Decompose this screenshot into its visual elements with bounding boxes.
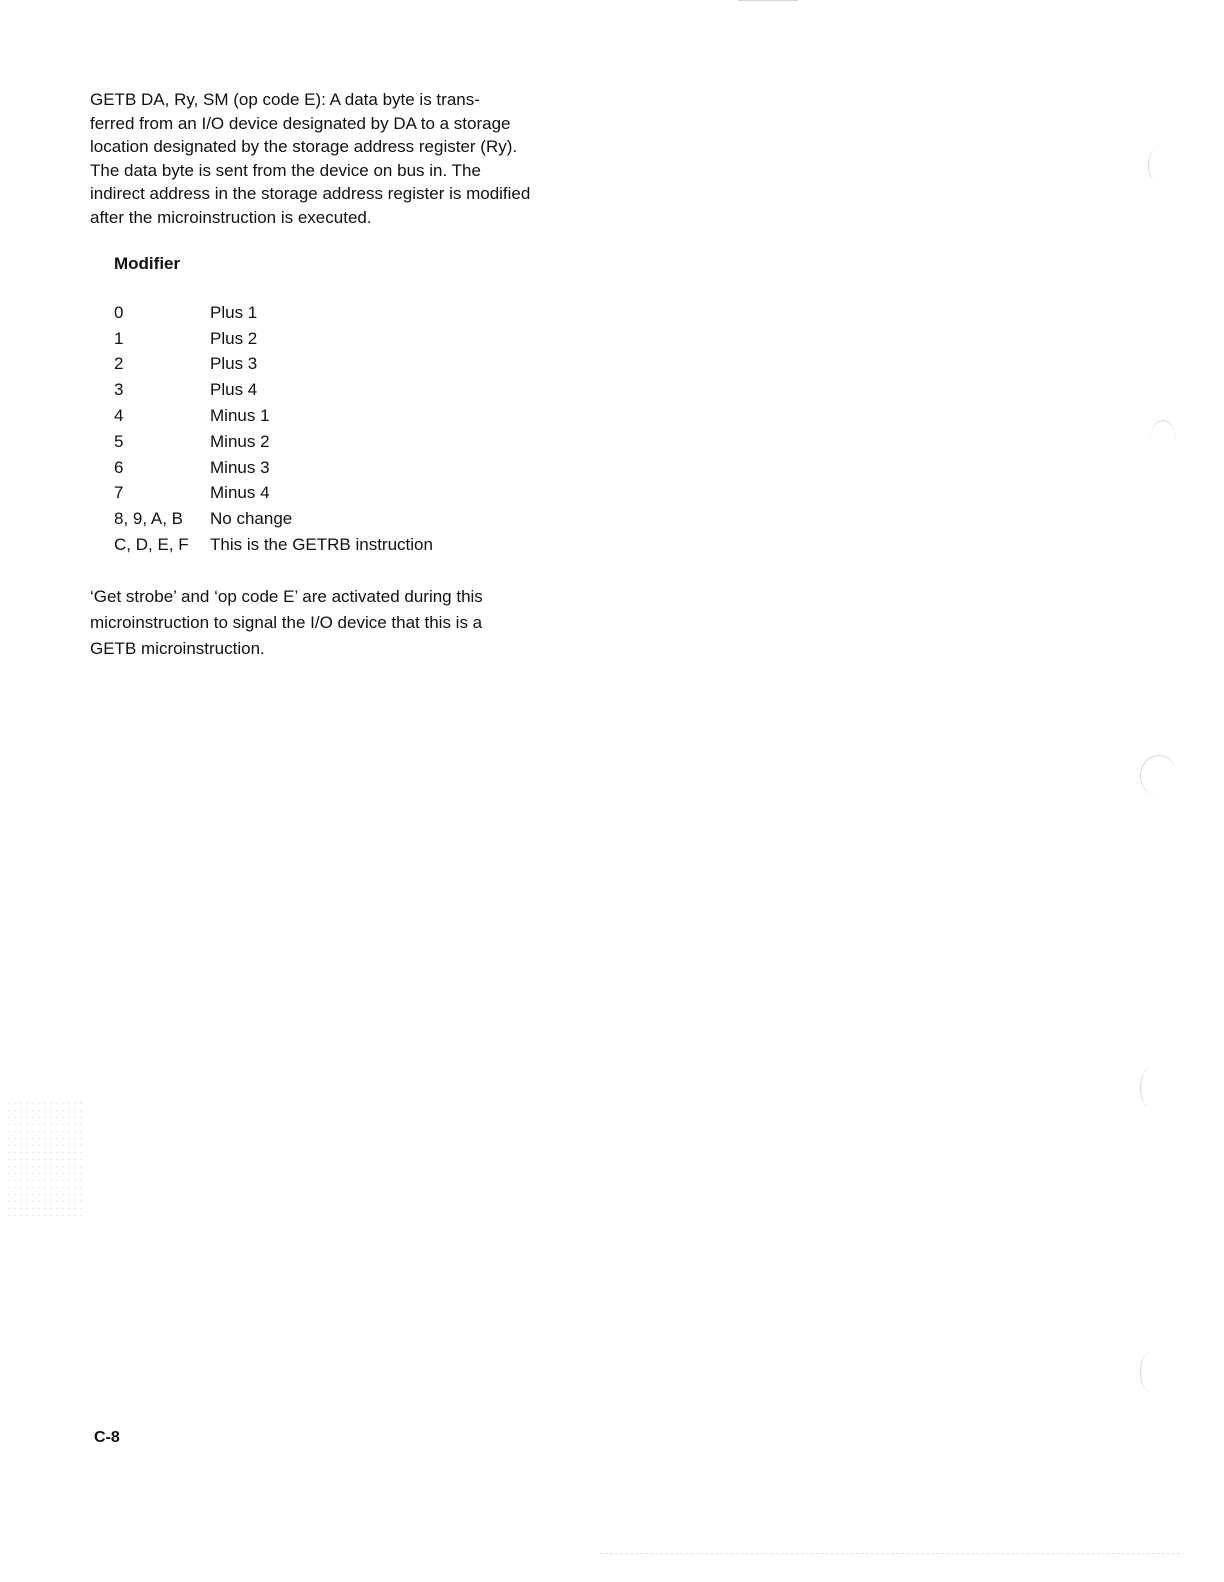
intro-paragraph bbox=[90, 88, 560, 230]
modifier-code: 7 bbox=[114, 483, 124, 503]
table-row bbox=[114, 326, 433, 352]
closing-line: microinstruction to signal the I/O device that this is a bbox=[90, 612, 483, 632]
modifier-code: C, D, E, F bbox=[114, 535, 189, 555]
intro-line: The data byte is sent from the device on bus in. The bbox=[90, 160, 481, 180]
intro-line: ferred from an I/O device designated by DA to a storage bbox=[90, 113, 511, 133]
modifier-meaning: Plus 2 bbox=[210, 328, 258, 348]
scan-edge-mark bbox=[1140, 1352, 1161, 1392]
modifier-code: 0 bbox=[114, 302, 124, 322]
modifier-code: 8, 9, A, B bbox=[114, 509, 183, 529]
modifier-meaning: Minus 3 bbox=[210, 457, 270, 477]
scan-edge-mark bbox=[1140, 755, 1177, 796]
table-row bbox=[114, 506, 433, 532]
modifier-code: 2 bbox=[114, 354, 124, 374]
table-row bbox=[114, 532, 433, 558]
closing-line: GETB microinstruction. bbox=[90, 638, 265, 658]
table-row bbox=[114, 481, 433, 507]
closing-line: ‘Get strobe’ and ‘op code E’ are activated during this bbox=[90, 587, 483, 606]
table-row bbox=[114, 455, 433, 481]
modifier-code: 1 bbox=[114, 328, 124, 348]
modifier-meaning: Plus 4 bbox=[210, 380, 258, 400]
modifier-meaning: Minus 1 bbox=[210, 406, 270, 426]
page-number: C-8 bbox=[94, 1429, 120, 1446]
intro-line: indirect address in the storage address register is modified bbox=[90, 184, 531, 204]
modifier-code: 4 bbox=[114, 406, 124, 426]
modifier-code: 3 bbox=[114, 380, 124, 400]
modifier-code: 5 bbox=[114, 431, 124, 451]
scan-bottom-line bbox=[600, 1553, 1180, 1555]
table-row bbox=[114, 300, 433, 326]
modifier-table bbox=[114, 300, 433, 558]
scan-edge-mark bbox=[1148, 150, 1163, 180]
intro-line: after the microinstruction is executed. bbox=[90, 207, 372, 227]
table-row bbox=[114, 352, 433, 378]
modifier-meaning: Minus 4 bbox=[210, 483, 270, 503]
modifier-meaning: No change bbox=[210, 509, 293, 529]
modifier-meaning: Minus 2 bbox=[210, 431, 270, 451]
table-row bbox=[114, 429, 433, 455]
scan-edge-mark bbox=[1150, 420, 1176, 461]
intro-line: GETB DA, Ry, SM (op code E): A data byte is trans- bbox=[90, 90, 480, 109]
table-row bbox=[114, 403, 433, 429]
intro-line: location designated by the storage address register (Ry). bbox=[90, 137, 518, 157]
scan-speckle bbox=[6, 1100, 82, 1220]
closing-paragraph bbox=[90, 584, 560, 661]
modifier-meaning: This is the GETRB instruction bbox=[210, 535, 433, 555]
modifier-meaning: Plus 3 bbox=[210, 354, 258, 374]
scan-top-line bbox=[738, 0, 798, 2]
scan-edge-mark bbox=[1140, 1068, 1161, 1108]
modifier-code: 6 bbox=[114, 457, 124, 477]
modifier-heading: Modifier bbox=[114, 254, 181, 273]
modifier-meaning: Plus 1 bbox=[210, 302, 258, 322]
table-row bbox=[114, 377, 433, 403]
